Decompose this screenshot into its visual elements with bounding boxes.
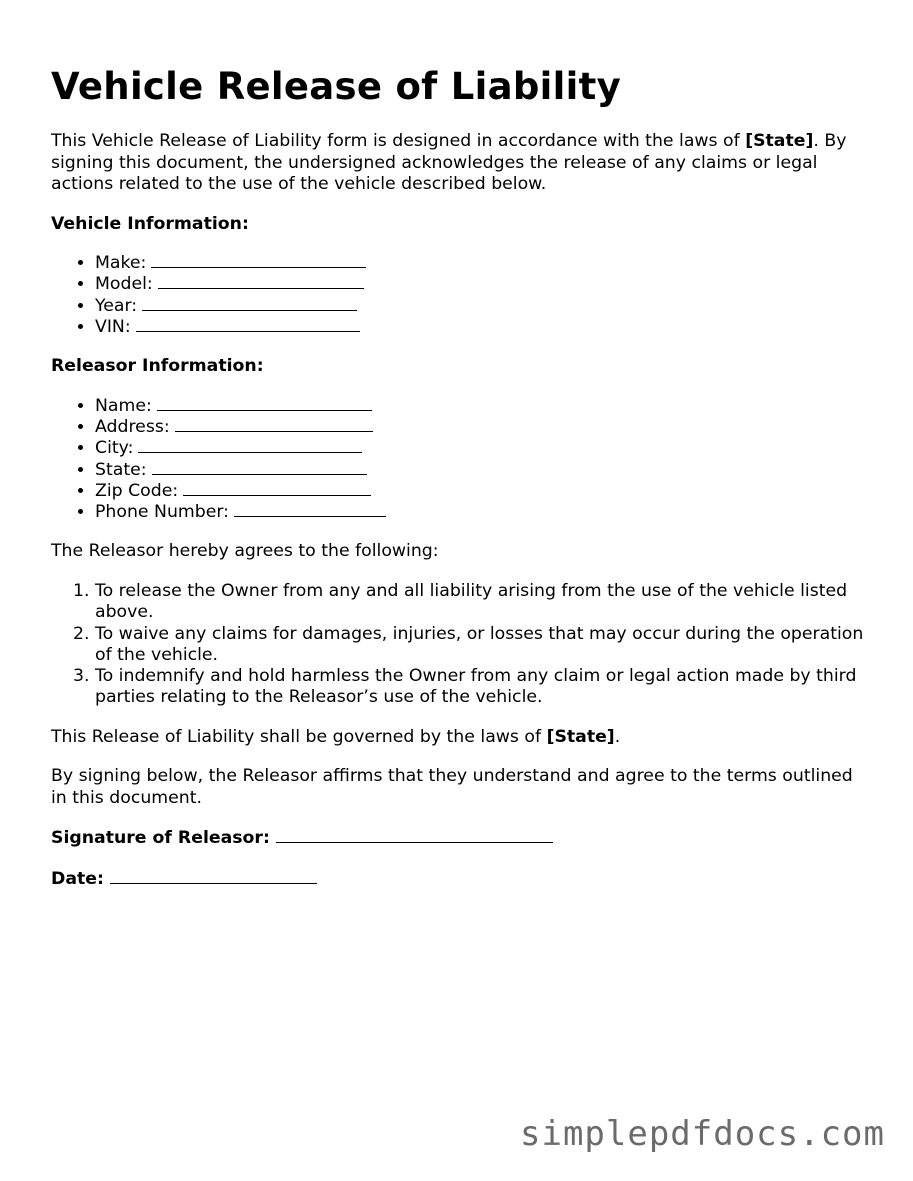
- releasor-field-address: [95, 417, 871, 438]
- releasor-field-zip: [95, 481, 871, 502]
- document-page: [51, 62, 871, 890]
- governing-law-paragraph: [51, 727, 871, 749]
- signature-row: [51, 827, 871, 850]
- field-label: Name:: [95, 395, 152, 416]
- releasor-field-state: [95, 460, 871, 481]
- releasor-field-city: [95, 438, 871, 459]
- model-blank-line[interactable]: [158, 274, 364, 289]
- field-label: Year:: [95, 295, 138, 316]
- year-blank-line[interactable]: [142, 296, 357, 311]
- intro-state-placeholder: [State]: [745, 131, 814, 151]
- document-title: Vehicle Release of Liability: [51, 65, 622, 108]
- state-blank-line[interactable]: [152, 460, 367, 475]
- intro-paragraph: [51, 131, 871, 196]
- zip-blank-line[interactable]: [183, 481, 371, 496]
- field-label: Make:: [95, 253, 147, 273]
- intro-text-end: . By signing this document, the undersigned acknowledges the release of any claims or legal actions related to the use of the vehicle described below.: [51, 131, 847, 194]
- vehicle-info-list: [51, 253, 871, 338]
- signature-label: Signature of Releasor:: [51, 828, 270, 849]
- governing-state-placeholder: [State]: [546, 726, 615, 747]
- agreement-terms-list: [51, 581, 871, 709]
- vin-blank-line[interactable]: [136, 317, 360, 332]
- city-blank-line[interactable]: [138, 438, 362, 453]
- field-label: State:: [95, 459, 147, 480]
- make-blank-line[interactable]: [151, 253, 366, 268]
- governing-text-start: This Release of Liability shall be governed by the laws of: [51, 726, 547, 747]
- vehicle-field-make: [95, 253, 871, 274]
- date-row: [51, 868, 871, 891]
- signature-blank-line[interactable]: [276, 827, 553, 843]
- name-blank-line[interactable]: [157, 396, 372, 411]
- agreement-term-3: 3. To indemnify and hold harmless the Owner from any claim or legal action made by third parties relating to the Releasor’s use of the vehicle.: [95, 666, 871, 709]
- agreement-lead: The Releasor hereby agrees to the following:: [51, 541, 439, 562]
- field-label: Phone Number:: [95, 502, 229, 523]
- field-label: Address:: [95, 416, 170, 437]
- watermark-text: simplepdfdocs.com: [520, 1114, 885, 1154]
- date-blank-line[interactable]: [110, 868, 317, 884]
- address-blank-line[interactable]: [175, 417, 373, 432]
- field-label: City:: [95, 438, 134, 459]
- vehicle-field-vin: [95, 317, 871, 338]
- field-label: Model:: [95, 274, 153, 295]
- date-label: Date:: [51, 868, 104, 889]
- releasor-field-name: [95, 396, 871, 417]
- vehicle-field-model: [95, 274, 871, 295]
- agreement-term-2: 2. To waive any claims for damages, injuries, or losses that may occur during the operation of the vehicle.: [95, 624, 871, 667]
- releasor-info-list: [51, 396, 871, 524]
- agreement-term-1: 1. To release the Owner from any and all liability arising from the use of the vehicle listed above.: [95, 581, 871, 624]
- vehicle-info-heading: Vehicle Information:: [51, 213, 249, 234]
- vehicle-field-year: [95, 296, 871, 317]
- governing-text-end: .: [614, 726, 621, 747]
- releasor-field-phone: [95, 502, 871, 523]
- affirmation-paragraph: By signing below, the Releasor affirms that they understand and agree to the terms outlined in this document.: [51, 766, 853, 808]
- intro-text-start: This Vehicle Release of Liability form is designed in accordance with the laws of: [51, 131, 746, 151]
- phone-blank-line[interactable]: [234, 502, 386, 517]
- releasor-info-heading: Releasor Information:: [51, 356, 264, 377]
- field-label: VIN:: [95, 316, 131, 337]
- field-label: Zip Code:: [95, 480, 179, 501]
